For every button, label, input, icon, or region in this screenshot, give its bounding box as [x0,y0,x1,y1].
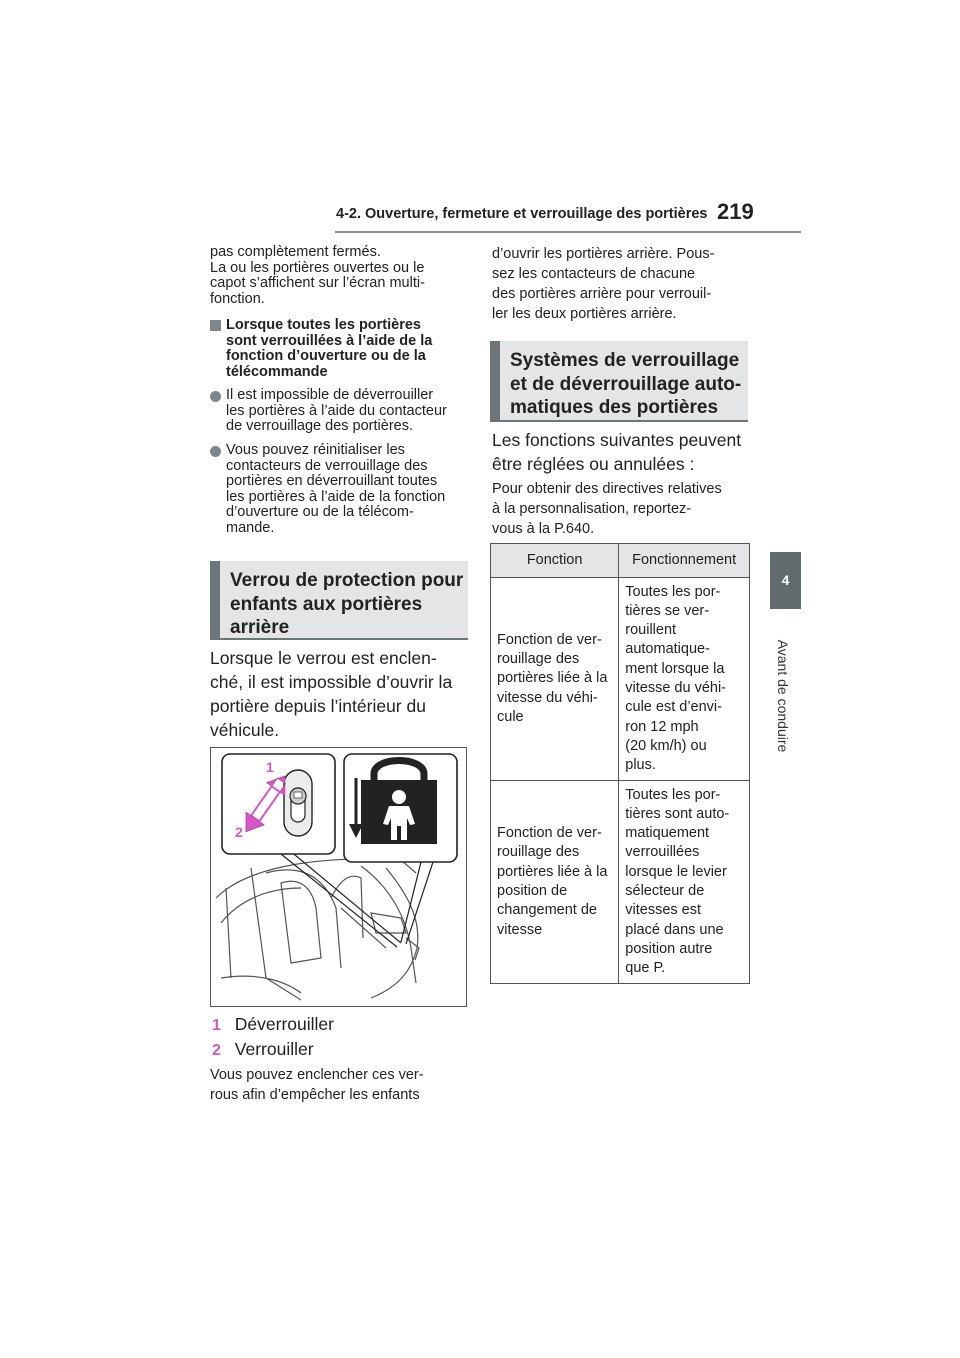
text-line: Lorsque toutes les portières [226,317,421,333]
text-line: vous à la P.640. [492,521,595,537]
subheading-locked-doors [226,318,476,380]
text-line: rouillage des [497,651,580,668]
text-line: rouillage des [497,844,580,861]
text-line: vitesses est [625,902,702,919]
text-line: placé dans une [625,921,724,938]
text-line: vitesse [497,921,543,938]
section-heading-rule [490,420,748,422]
legend-number: 1 [212,1017,221,1034]
text-line: enfants aux portières [230,593,423,615]
table-header-function: Fonction [491,544,619,578]
chapter-tab: 4 [770,552,801,609]
text-line: être réglées ou annulées : [492,454,695,474]
text-line: rous afin d’empêcher les enfants [210,1087,420,1103]
square-bullet-icon [210,320,221,331]
text-line: position autre [625,940,713,957]
text-line: position de [497,883,568,899]
child-lock-note [210,1065,472,1105]
text-line: mande. [226,519,275,536]
table-cell-operation [619,578,750,781]
callout-1-label: 1 [266,759,274,775]
text-line: capot s’affichent sur l’écran multi- [210,275,425,291]
text-line: ment lorsque la [625,660,725,677]
page-number: 219 [717,199,754,224]
text-line: Systèmes de verrouillage [510,350,740,371]
text-line: sont verrouillées à l’aide de la [226,332,433,349]
auto-lock-description [492,428,754,476]
text-line: Toutes les por- [625,583,721,600]
section-heading-rule [210,638,468,640]
text-line: portières liée à la [497,863,608,880]
auto-lock-table [490,543,750,984]
chapter-label: Avant de conduire [775,639,791,753]
text-line: Fonction de ver- [497,631,602,648]
text-line: sez les contacteurs de chacune [492,266,696,282]
text-line: des portières arrière pour verrouil- [492,286,712,302]
customization-note [492,479,754,539]
legend-number: 2 [212,1042,221,1059]
text-line: véhicule. [210,720,280,740]
text-line: de verrouillage des portières. [226,418,413,434]
intro-paragraph [210,245,470,307]
text-line: Vous pouvez enclencher ces ver- [210,1067,424,1083]
text-line: tières sont auto- [625,805,730,822]
section-heading-auto-lock [490,341,748,420]
table-cell-function [491,781,619,984]
text-line: tières se ver- [625,602,710,619]
text-line: automatique- [625,641,710,658]
text-line: La ou les portières ouvertes ou le [210,259,425,276]
car-door-illustration [211,748,466,1006]
text-line: vitesse du véhi- [497,689,598,706]
text-line: ché, il est impossible d’ouvrir la [210,672,453,692]
table-row [491,578,750,781]
text-line: portières liée à la [497,670,608,687]
text-line: portière depuis l’intérieur du [210,696,426,716]
child-lock-description [210,646,472,742]
text-line: verrouillées [625,844,700,861]
table-cell-function [491,578,619,781]
text-line: fonction. [210,290,265,307]
text-line: arrière [230,617,290,638]
bullet-item [226,388,476,435]
section-heading-text [220,561,468,640]
text-line: matiques des portières [510,397,719,418]
text-line: matiquement [625,825,710,842]
text-line: contacteurs de verrouillage des [226,457,428,474]
text-line: ron 12 mph [625,718,699,735]
table-row [491,781,750,984]
table-header-operation: Fonctionnement [619,544,750,578]
text-line: ler les deux portières arrière. [492,306,677,322]
text-line: les portières à l’aide de la fonction [226,488,446,505]
text-line: Pour obtenir des directives relatives [492,481,722,497]
text-line: Fonction de ver- [497,825,602,842]
text-line: lorsque le levier [625,863,727,880]
round-bullet-icon [210,446,221,457]
legend-label: Verrouiller [234,1039,314,1059]
text-line: télécommande [226,363,328,380]
section-heading-text [500,341,748,420]
text-line: (20 km/h) ou [625,737,707,754]
text-line: Lorsque le verrou est enclen- [210,648,437,668]
header-section-title: 4-2. Ouverture, fermeture et verrouillage des portières [336,206,708,222]
legend-item-1 [212,1012,334,1038]
section-heading-child-lock [210,561,468,638]
text-line: les portières à l’aide du contacteur [226,402,447,419]
text-line: pas complètement fermés. [210,244,381,260]
callout-2-label: 2 [235,824,243,840]
text-line: Vous pouvez réinitialiser les [226,442,405,458]
text-line: Verrou de protection pour [230,570,464,591]
text-line: portières en déverrouillant toutes [226,473,438,489]
text-line: à la personnalisation, reportez- [492,501,692,517]
bullet-item [226,443,476,536]
child-lock-illustration [210,747,467,1007]
text-line: et de déverrouillage auto- [510,373,742,395]
legend-label: Déverrouiller [234,1014,334,1034]
legend-item-2 [212,1037,314,1063]
text-line: Les fonctions suivantes peuvent [492,430,742,450]
table-header-row [491,544,750,578]
text-line: Il est impossible de déverrouiller [226,387,434,403]
header-rule [335,231,801,233]
table-cell-operation [619,781,750,984]
text-line: sélecteur de [625,883,705,899]
text-line: rouillent [625,622,677,639]
text-line: cule est d’envi- [625,699,722,716]
text-line: changement de [497,902,597,919]
text-line: d’ouvrir les portières arrière. Pous- [492,246,715,262]
continued-paragraph [492,244,754,324]
text-line: vitesse du véhi- [625,680,727,696]
text-line: Toutes les por- [625,786,721,803]
text-line: plus. [625,757,656,774]
round-bullet-icon [210,391,221,402]
text-line: fonction d’ouverture ou de la [226,348,426,364]
text-line: d’ouverture ou de la télécom- [226,504,414,520]
text-line: cule [497,708,524,725]
text-line: que P. [625,960,666,977]
